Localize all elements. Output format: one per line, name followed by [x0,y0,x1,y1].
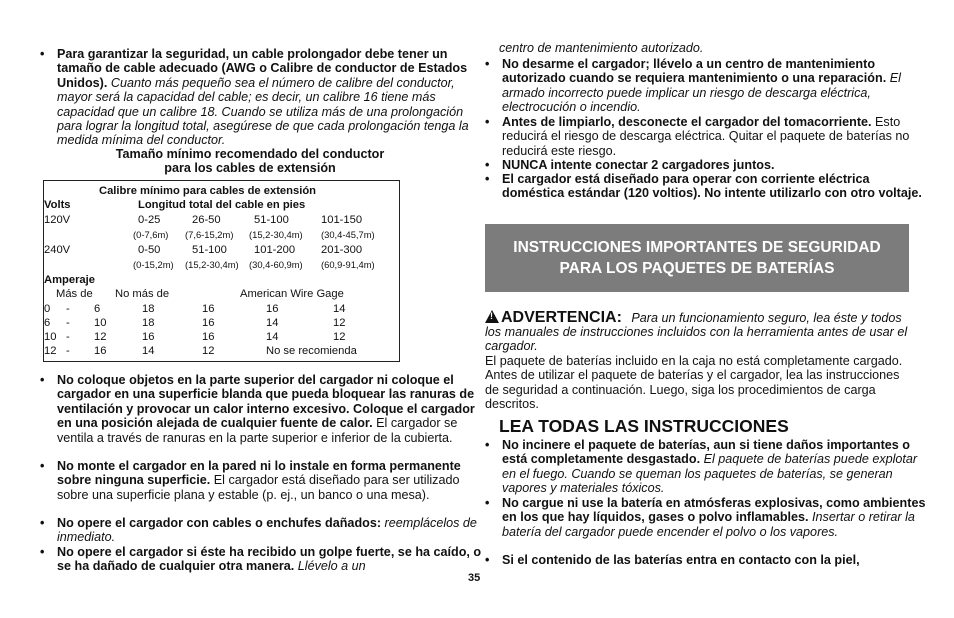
no-mas-de-label: No más de [115,288,170,300]
table-cell: 0-50 [138,244,161,256]
bullet-bold-text: El cargador está diseñado para operar con corriente eléctrica doméstica estándar (120 voltios). No intente utilizarlo con otro voltaje. [502,172,922,201]
amp-table-cell: 14 [266,317,279,329]
amp-table-cell: 10 [44,331,57,343]
amp-table-cell: - [66,303,70,315]
bullet-skin-contact [485,553,928,567]
read-all-heading: LEA TODAS LAS INSTRUCCIONES [499,416,789,436]
bullet-incinerate [485,438,928,496]
bullet-icon: • [40,516,45,530]
bullet-bold-text: No incinere el paquete de baterías, aun si tiene daños importantes o está completamente desgastado. [502,438,910,467]
table-cell: 51-100 [192,244,227,256]
amp-table-cell: 6 [94,303,101,315]
awg-label: American Wire Gage [240,288,344,300]
amp-table-cell: 16 [202,331,215,343]
bullet-normal-text: El cargador está diseñado para ser utilizado sobre una superficie plana y estable (p. ej., un banco o una mesa). [57,473,460,502]
bullet-bold-text: Antes de limpiarlo, desconecte el cargador del tomacorriente. [502,115,872,129]
banner-line: PARA LOS PAQUETES DE BATERÍAS [559,260,835,277]
bullet-damaged-cords [40,516,485,545]
bullet-never-connect [485,158,928,172]
amp-table-cell: 16 [266,303,279,315]
bullet-icon: • [485,57,490,71]
bullet-bold-text: Para garantizar la seguridad, un cable prolongador debe tener un tamaño de cable adecuado (AWG o Calibre de conductor de Estados Unidos). [57,47,468,90]
bullet-icon: • [40,459,45,473]
bullet-wall-mount [40,459,485,502]
bullet-icon: • [485,115,490,129]
amp-table-cell: - [66,317,70,329]
section-banner [485,224,909,292]
amp-table-cell: 16 [202,317,215,329]
amp-table-cell: 14 [142,345,155,357]
bullet-explosive [485,496,928,539]
length-label: Longitud total del cable en pies [138,199,306,211]
bullet-italic-text: El armado incorrecto puede implicar un riesgo de descarga eléctrica, electrocución o incendio. [502,71,901,115]
bullet-icon: • [485,553,490,567]
bullet-italic-text: Cuanto más pequeño sea el número de calibre del conductor, mayor será la capacidad del cable; es decir, un calibre 16 tiene más capacidad que un calibre 18. Cuando se utiliza más de una prolongación para lograr la longitud total, asegúrese de que cada prolongación tenga la medida mínima del conductor. [57,75,469,148]
bullet-bold-text: No desarme el cargador; llévelo a un centro de mantenimiento autorizado cuando se requiera mantenimiento o una reparación. [502,57,887,86]
bullet-icon: • [40,47,45,61]
bullet-bold-text: Si el contenido de las baterías entra en contacto con la piel, [502,553,860,567]
bullet-normal-text: El cargador se ventila a través de ranuras en la parte superior e inferior de la cubierta. [57,416,458,445]
bullet-bold-text: No coloque objetos en la parte superior del cargador ni coloque el cargador en una superficie blanda que pueda bloquear las ranuras de ventilación y provocar un calor interno excesivo. Coloque el cargador en una posición alejada de cualquier fuente de calor. [57,373,475,431]
bullet-bold-text: NUNCA intente conectar 2 cargadores juntos. [502,158,775,172]
table-cell: 101-150 [321,214,363,226]
table-cell: 51-100 [254,214,289,226]
table-cell: 201-300 [321,244,363,256]
amp-table-cell: 18 [142,317,155,329]
volts-label: Volts [44,199,71,211]
bullet-normal-text: Esto reducirá el riesgo de descarga eléctrica. Quitar el paquete de baterías no reducirá este riesgo. [502,115,910,158]
bullet-italic-text: Llévelo a un [297,559,366,574]
table-cell: (15,2-30,4m) [185,259,239,270]
banner-line: INSTRUCCIONES IMPORTANTES DE SEGURIDAD [513,239,881,256]
amp-table-cell: - [66,331,70,343]
table-cell: 101-200 [254,244,296,256]
bullet-bold-text: No opere el cargador con cables o enchufes dañados: [57,516,382,530]
warning-block [485,310,911,353]
amp-table-cell: 16 [202,303,215,315]
warning-triangle-icon [485,310,499,323]
mas-de-label: Más de [56,288,93,300]
bullet-icon: • [485,172,490,186]
volt-120: 120V [44,214,71,226]
table-cell: (30,4-45,7m) [321,229,375,240]
table-caption-line: Tamaño mínimo recomendado del conductor [115,147,385,161]
amp-table-cell: 16 [94,345,107,357]
amp-table-cell: 14 [333,303,346,315]
table-title: Calibre mínimo para cables de extensión [99,185,316,197]
bullet-icon: • [485,438,490,452]
amp-table-cell: 12 [333,331,346,343]
bullet-ventilation [40,373,485,445]
bullet-italic-text: reemplácelos de inmediato. [57,516,477,545]
bullet-icon: • [485,158,490,172]
bullet-icon: • [40,373,45,387]
table-cell: 26-50 [192,214,221,226]
amp-table-cell: 18 [142,303,155,315]
amp-table-cell: 12 [333,317,346,329]
amp-table-cell: 12 [94,331,107,343]
table-cell: (0-15,2m) [133,259,174,270]
table-cell: (7,6-15,2m) [185,229,234,240]
warning-text: Para un funcionamiento seguro, lea éste y todos los manuales de instrucciones incluidos con la herramienta antes de usar el cargador. [485,311,908,353]
amp-table-cell: 6 [44,317,51,329]
table-cell: (60,9-91,4m) [321,259,375,270]
bullet-bold-text: No cargue ni use la batería en atmósferas explosivas, como ambientes en los que hay líquidos, gases o polvo inflamables. [502,496,926,525]
amp-table-cell: No se recomienda [266,345,357,357]
gauge-table [43,180,400,362]
amp-table-cell: 0 [44,303,51,315]
table-caption-line: para los cables de extensión [164,160,336,175]
table-cell: (0-7,6m) [133,229,169,240]
table-cell: 0-25 [138,214,161,226]
bullet-italic-text: Insertar o retirar la batería del cargador puede encender el polvo o los vapores. [502,510,915,539]
bullet-italic-text: El paquete de baterías puede explotar en el fuego. Cuando se queman los paquetes de baterías, se generan vapores y materiales tóxicos. [502,452,918,496]
amp-table-cell: 12 [44,345,57,357]
bullet-dropped-charger [40,545,485,574]
amp-table-cell: 12 [202,345,215,357]
page-number: 35 [468,572,481,584]
bullet-cleaning [485,115,928,158]
table-cell: (30,4-60,9m) [249,259,303,270]
bullet-icon: • [40,545,45,559]
amp-table-cell: 14 [266,331,279,343]
amp-table-cell: 10 [94,317,107,329]
amp-table-cell: - [66,345,70,357]
continued-text: centro de mantenimiento autorizado. [499,41,704,55]
table-caption [70,148,430,175]
bullet-voltage [485,172,928,201]
bullet-bold-text: No opere el cargador si éste ha recibido un golpe fuerte, se ha caído, o se ha dañado de cualquier otra manera. [57,545,482,574]
bullet-icon: • [485,496,490,510]
bullet-disassemble [485,57,928,115]
amp-label: Amperaje [44,274,95,286]
bullet-bold-text: No monte el cargador en la pared ni lo instale en forma permanente sobre ninguna superficie. [57,459,461,488]
amp-table-cell: 16 [142,331,155,343]
battery-paragraph: El paquete de baterías incluido en la caja no está completamente cargado. Antes de utilizar el paquete de baterías y el cargador, lea las instrucciones de seguridad a continuación. Luego, siga los procedimientos de carga descritos. [485,354,903,412]
bullet-extension-cord [40,47,485,148]
table-cell: (15,2-30,4m) [249,229,303,240]
warning-label: ADVERTENCIA: [501,309,622,326]
volt-240: 240V [44,244,71,256]
